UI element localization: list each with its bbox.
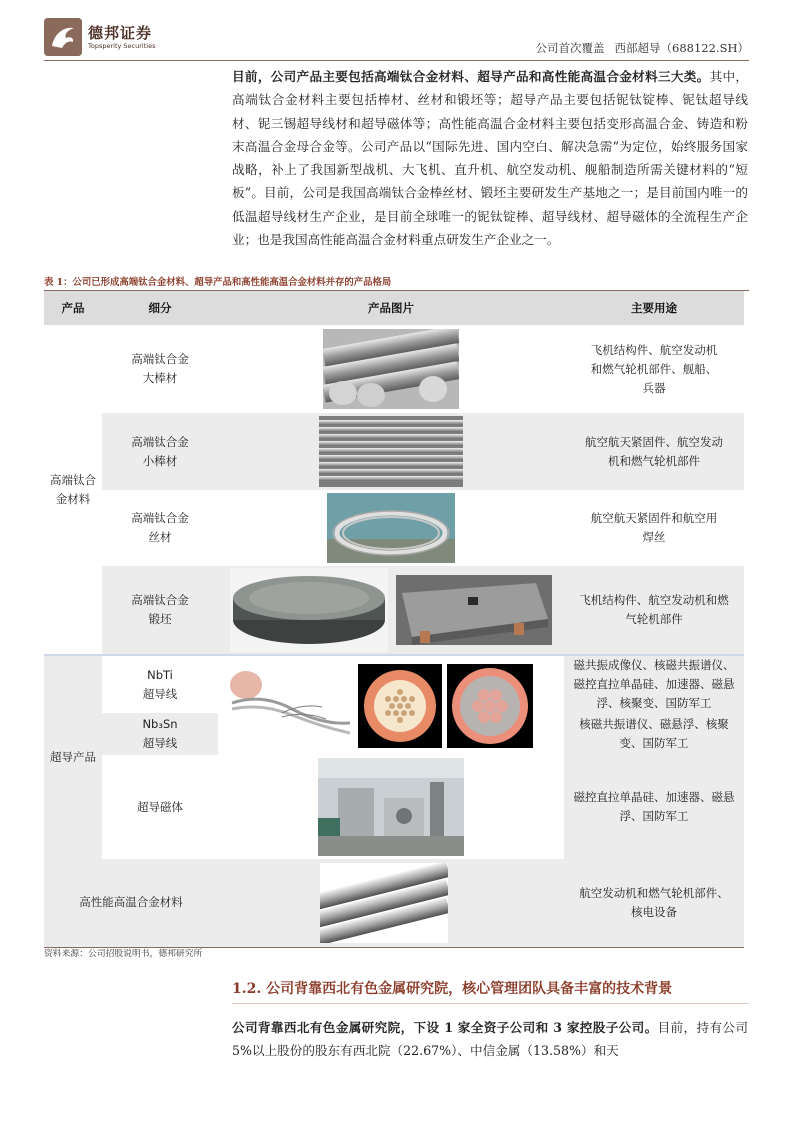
sub-large-bar: 高端钛合金大棒材 — [102, 325, 218, 413]
sub-nbti-line1: NbTi — [147, 667, 173, 682]
use-small-bar: 航空航天紧固件、航空发动机和燃气轮机部件 — [564, 413, 744, 490]
table-header-row — [44, 291, 744, 325]
use-high-temp: 航空发动机和燃气轮机部件、核电设备 — [564, 859, 744, 947]
forging-disc-photo — [230, 568, 388, 652]
sub-nbti — [102, 655, 218, 713]
section-bold-lead: 公司背靠西北有色金属研究院，下设 1 家全资子公司和 3 家控股子公司。 — [232, 1020, 658, 1035]
image-cell-wire — [218, 490, 564, 566]
table-row — [44, 655, 744, 713]
table-row — [44, 490, 744, 566]
report-header — [536, 40, 749, 56]
small-bar-photo — [319, 416, 463, 487]
high-temp-bar-photo — [320, 863, 448, 943]
use-nb3sn: 核磁共振谱仪、磁悬浮、核聚变、国防军工 — [564, 713, 744, 755]
logo-english-name: Topsperity Securities — [88, 42, 156, 50]
company-logo — [44, 18, 184, 56]
image-cell-forging — [218, 566, 564, 655]
magnet-photo — [318, 758, 464, 856]
use-magnet: 磁控直拉单晶硅、加速器、磁悬浮、国防军工 — [564, 755, 744, 859]
use-large-bar: 飞机结构件、航空发动机和燃气轮机部件、舰船、兵器 — [564, 325, 744, 413]
logo-chinese-name: 德邦证券 — [88, 24, 153, 42]
header-sub: 细分 — [102, 291, 218, 325]
table-row — [44, 566, 744, 655]
report-type: 公司首次覆盖 — [535, 41, 605, 55]
nbti-cross-section — [358, 664, 442, 748]
company-ticker: 西部超导（688122.SH） — [614, 41, 749, 55]
sub-wire: 高端钛合金丝材 — [102, 490, 218, 566]
sub-nbti-line2: 超导线 — [142, 686, 178, 701]
sub-nb3sn-line1: Nb₃Sn — [142, 717, 178, 731]
wire-coil-photo — [327, 493, 455, 563]
sub-magnet: 超导磁体 — [102, 755, 218, 859]
nb3sn-cross-section — [447, 664, 533, 748]
section-title: 1.2. 公司背靠西北有色金属研究院，核心管理团队具备丰富的技术背景 — [232, 981, 673, 997]
sub-small-bar: 高端钛合金小棒材 — [102, 413, 218, 490]
wire-strand-photo — [222, 663, 350, 749]
header-product: 产品 — [44, 291, 102, 325]
section-divider — [232, 1003, 749, 1004]
table-row — [44, 325, 744, 413]
company-logo-icon — [44, 18, 82, 56]
intro-paragraph — [232, 65, 748, 251]
sub-nb3sn — [102, 713, 218, 755]
image-cell-high-temp — [218, 859, 564, 947]
group-high-temp: 高性能高温合金材料 — [44, 859, 218, 947]
header-use: 主要用途 — [564, 291, 744, 325]
table-source: 资料来源：公司招股说明书，德邦研究所 — [44, 949, 203, 959]
table-row — [44, 413, 744, 490]
table-caption: 表 1：公司已形成高端钛合金材料、超导产品和高性能高温合金材料并存的产品格局 — [44, 277, 392, 288]
product-table — [44, 291, 744, 948]
intro-bold-lead: 目前，公司产品主要包括高端钛合金材料、超导产品和高性能高温合金材料三大类。 — [232, 69, 710, 84]
use-wire: 航空航天紧固件和航空用焊丝 — [564, 490, 744, 566]
sub-nb3sn-line2: 超导线 — [142, 736, 178, 750]
use-nbti: 磁共振成像仪、核磁共振谱仪、磁控直拉单晶硅、加速器、磁悬浮、核聚变、国防军工 — [564, 655, 744, 713]
use-forging: 飞机结构件、航空发动机和燃气轮机部件 — [564, 566, 744, 655]
image-cell-small-bar — [218, 413, 564, 490]
group-superconductor: 超导产品 — [44, 655, 102, 859]
section-paragraph — [232, 1016, 748, 1063]
header-divider — [44, 60, 749, 61]
group-titanium: 高端钛合金材料 — [44, 325, 102, 655]
section-body: 目前，持有公司 5%以上股份的股东有西北院（22.67%）、中信金属（13.58%）和天 — [232, 1020, 748, 1059]
image-cell-large-bar — [218, 325, 564, 413]
table-row — [44, 859, 744, 947]
forging-block-photo — [396, 575, 552, 645]
large-bar-photo — [323, 329, 459, 409]
sub-forging: 高端钛合金锻坯 — [102, 566, 218, 655]
table-row — [44, 755, 744, 859]
image-cell-wires — [218, 655, 564, 755]
intro-body: 其中，高端钛合金材料主要包括棒材、丝材和锻坯等；超导产品主要包括铌钛锭棒、铌钛超导线材、铌三锡超导线材和超导磁体等；高性能高温合金材料主要包括变形高温合金、铸造和粉末高温合金母合金等。公司产品以“国际先进、国内空白、解决急需”为定位，始终服务国家战略，补上了我国新型战机、大飞机、直升机、航空发动机、舰船制造所需关键材料的“短板”。目前，公司是我国高端钛合金棒丝材、锻坯主要研发生产基地之一；是目前国内唯一的低温超导线材生产企业，是目前全球唯一的铌钛锭棒、超导线材、超导磁体的全流程生产企业；也是我国高性能高温合金材料重点研发生产企业之一。 — [232, 69, 749, 248]
image-cell-magnet — [218, 755, 564, 859]
header-image: 产品图片 — [218, 291, 564, 325]
